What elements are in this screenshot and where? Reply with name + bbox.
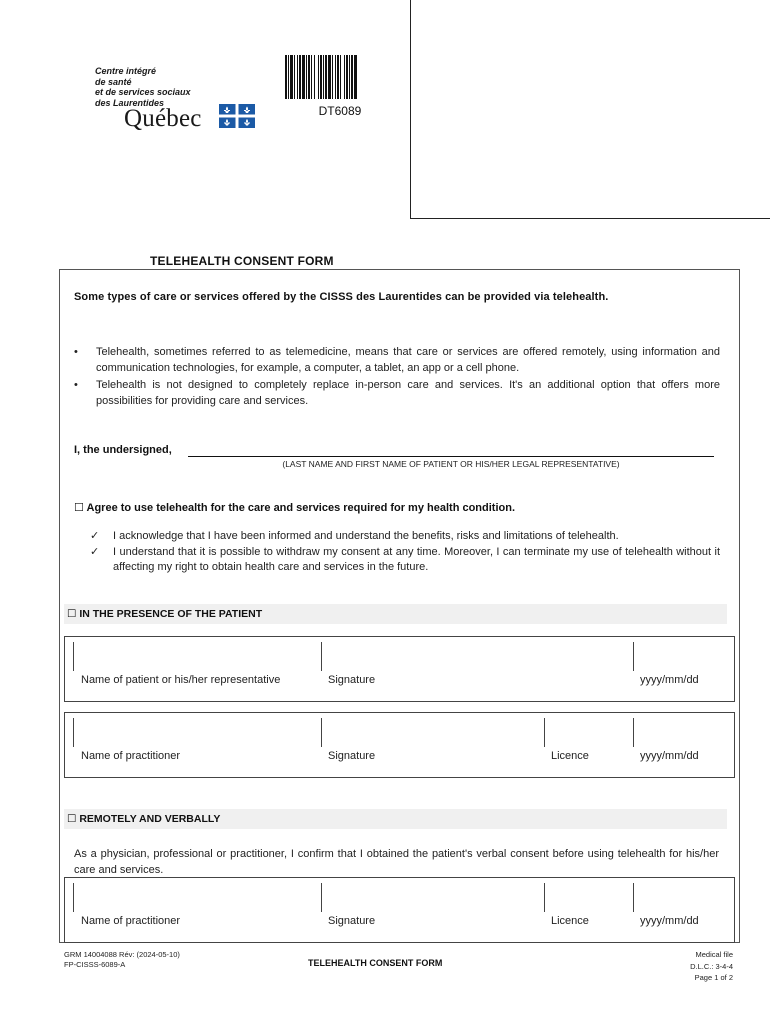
remote-practitioner-signature-field[interactable]: Signature: [328, 915, 376, 927]
presence-section-checkbox[interactable]: ☐ IN THE PRESENCE OF THE PATIENT: [64, 604, 727, 624]
form-reference: FP-CISSS-6089-A: [64, 960, 126, 969]
footer-form-code: [64, 950, 180, 970]
divider: [633, 642, 634, 671]
patient-signature-table: [64, 636, 735, 702]
list-item: [90, 529, 720, 545]
quebec-wordmark: Québec: [124, 105, 202, 132]
list-item-text: I understand that it is possible to withdraw my consent at any time. Moreover, I can terminate my use of telehealth without it affecting my right to obtain health care and services in the future.: [113, 545, 720, 573]
list-item: [90, 545, 720, 576]
patient-date-field[interactable]: yyyy/mm/dd: [640, 674, 699, 686]
organization-name: [95, 66, 235, 108]
list-item: [72, 378, 720, 409]
patient-signature-field[interactable]: Signature: [328, 674, 376, 686]
patient-name-field[interactable]: Name of patient or his/her representative: [81, 674, 281, 686]
divider: [633, 718, 634, 747]
checkmark-icon: ✓: [90, 530, 100, 542]
checkmark-icon: ✓: [90, 545, 100, 558]
patient-label-area: [410, 0, 770, 219]
dlc-code: D.L.C.: 3-4-4: [690, 961, 733, 971]
practitioner-licence-field[interactable]: Licence: [551, 750, 589, 762]
acknowledgement-list: [90, 529, 720, 576]
practitioner-signature-table: [64, 712, 735, 778]
undersigned-name-field[interactable]: [188, 456, 714, 457]
remote-practitioner-licence-field[interactable]: Licence: [551, 915, 589, 927]
remote-practitioner-date-field[interactable]: yyyy/mm/dd: [640, 915, 699, 927]
barcode-icon: [284, 55, 396, 99]
undersigned-label: I, the undersigned,: [74, 444, 172, 456]
org-line: et de services sociaux: [95, 87, 191, 97]
footer-title: TELEHEALTH CONSENT FORM: [308, 958, 443, 968]
intro-text: Some types of care or services offered by the CISSS des Laurentides can be provided via telehealth.: [74, 291, 609, 303]
divider: [321, 883, 322, 912]
form-title: TELEHEALTH CONSENT FORM: [150, 254, 334, 268]
practitioner-date-field[interactable]: yyyy/mm/dd: [640, 750, 699, 762]
bullet-icon: •: [74, 346, 78, 358]
medical-file-label: Medical file: [695, 950, 733, 959]
remote-practitioner-signature-table: [64, 877, 735, 943]
footer-file-info: [640, 949, 733, 984]
undersigned-caption: (LAST NAME AND FIRST NAME OF PATIENT OR HIS/HER LEGAL REPRESENTATIVE): [282, 459, 620, 469]
divider: [544, 718, 545, 747]
divider: [73, 642, 74, 671]
divider: [321, 642, 322, 671]
org-line: des Laurentides: [95, 97, 165, 108]
bullet-icon: •: [74, 379, 78, 391]
quebec-flag-icon: [219, 104, 255, 128]
remote-practitioner-name-field[interactable]: Name of practitioner: [81, 915, 181, 927]
list-item-text: Telehealth, sometimes referred to as telemedicine, means that care or services are offered remotely, using information and communication technologies, for example, a computer, a tablet, an app or a cell phone.: [96, 346, 720, 374]
remote-section-checkbox[interactable]: ☐ REMOTELY AND VERBALLY: [64, 809, 727, 829]
agree-checkbox[interactable]: ☐ Agree to use telehealth for the care and services required for my health condition.: [74, 502, 516, 514]
divider: [321, 718, 322, 747]
org-line: Centre intégré: [95, 66, 157, 76]
practitioner-signature-field[interactable]: Signature: [328, 750, 376, 762]
divider: [73, 718, 74, 747]
divider: [633, 883, 634, 912]
divider: [544, 883, 545, 912]
org-line: de santé: [95, 76, 132, 87]
page-number: Page 1 of 2: [694, 973, 733, 982]
list-item-text: I acknowledge that I have been informed and understand the benefits, risks and limitations of telehealth.: [113, 530, 619, 542]
barcode-number: DT6089: [318, 104, 362, 118]
list-item: [72, 345, 720, 376]
divider: [73, 883, 74, 912]
practitioner-name-field[interactable]: Name of practitioner: [81, 750, 181, 762]
list-item-text: Telehealth is not designed to completely replace in-person care and services. It's an additional option that offers more possibilities for providing care and services.: [96, 379, 720, 407]
telehealth-definition-list: [72, 345, 720, 411]
form-code: GRM 14004088 Rév: (2024-05-10): [64, 950, 180, 959]
remote-statement: As a physician, professional or practitioner, I confirm that I obtained the patient's verbal consent before using telehealth for his/her care and services.: [74, 848, 719, 876]
